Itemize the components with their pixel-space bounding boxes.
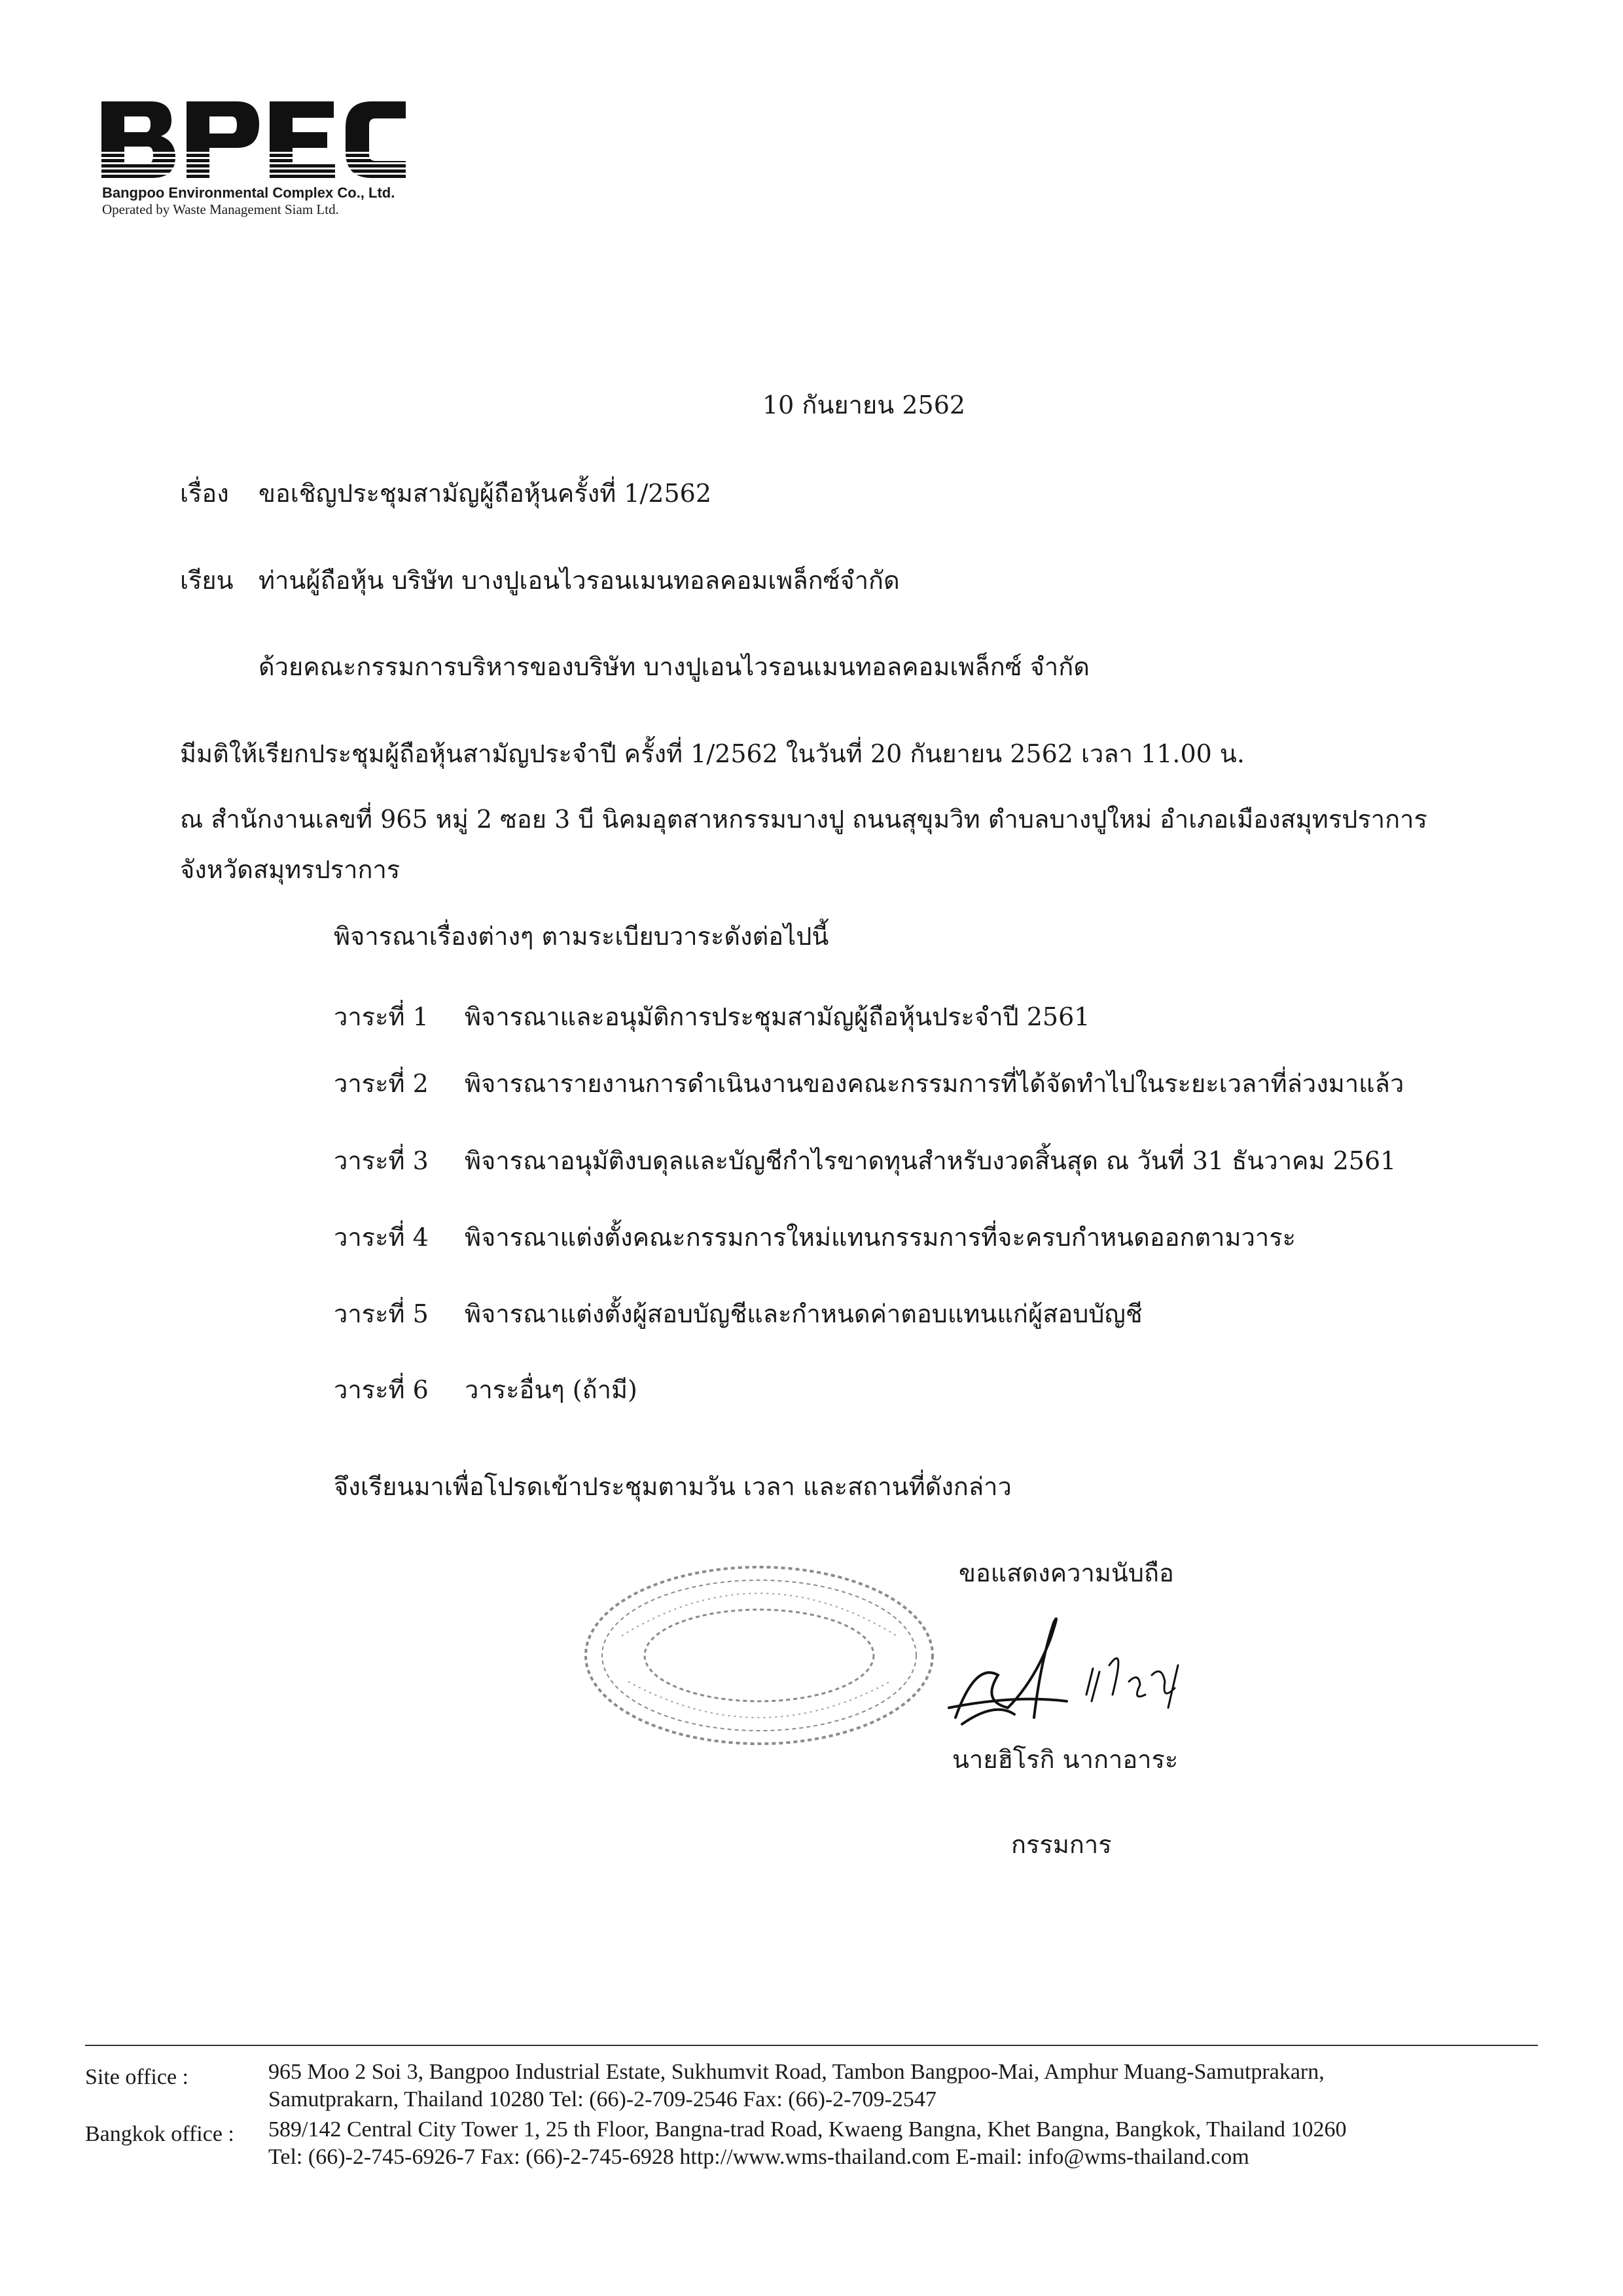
bangkok-office-label: Bangkok office :: [85, 2122, 234, 2146]
to-label: เรียน: [180, 566, 234, 595]
agenda-text: พิจารณารายงานการดำเนินงานของคณะกรรมการที่ได้จัดทำไปในระยะเวลาที่ล่วงมาแล้ว: [465, 1069, 1404, 1098]
agenda-text: พิจารณาแต่งตั้งผู้สอบบัญชีและกำหนดค่าตอบแทนแก่ผู้สอบบัญชี: [465, 1299, 1143, 1328]
agenda-text: พิจารณาและอนุมัติการประชุมสามัญผู้ถือหุ้นประจำปี 2561: [465, 1002, 1090, 1031]
agenda-number: วาระที่ 2: [334, 1069, 429, 1098]
agenda-item: [334, 1217, 1446, 1250]
paragraph-venue-line1: ณ สำนักงานเลขที่ 965 หมู่ 2 ซอย 3 บี นิคมอุตสาหกรรมบางปู ถนนสุขุมวิท ตำบลบางปูใหม่ อำเภอเมืองสมุทรปราการ: [180, 805, 1427, 834]
agenda-item: [334, 1369, 1446, 1402]
bangkok-office-line2: Tel: (66)-2-745-6926-7 Fax: (66)-2-745-6928 http://www.wms-thailand.com E-mail: info@wms-thailand.com: [268, 2145, 1249, 2169]
site-office-line2: Samutprakarn, Thailand 10280 Tel: (66)-2-709-2546 Fax: (66)-2-709-2547: [268, 2087, 936, 2111]
footer-divider: [85, 2045, 1538, 2046]
paragraph-venue-line2: จังหวัดสมุทรปราการ: [180, 855, 401, 884]
subject-label: เรื่อง: [180, 479, 229, 508]
agenda-number: วาระที่ 6: [334, 1375, 429, 1404]
agenda-number: วาระที่ 5: [334, 1299, 429, 1328]
company-logo: [98, 98, 425, 216]
agenda-item: [334, 1294, 1446, 1326]
signer-name: นายฮิโรกิ นากาอาระ: [952, 1745, 1179, 1774]
handwritten-signature: [936, 1603, 1211, 1747]
agenda-item: [334, 1063, 1446, 1096]
agenda-text: วาระอื่นๆ (ถ้ามี): [465, 1375, 637, 1404]
agenda-number: วาระที่ 4: [334, 1223, 429, 1252]
paragraph-resolution: มีมติให้เรียกประชุมผู้ถือหุ้นสามัญประจำปี ครั้งที่ 1/2562 ในวันที่ 20 กันยายน 2562 เวลา 11.00 น.: [180, 739, 1245, 768]
company-seal: [576, 1557, 942, 1754]
operated-by: Operated by Waste Management Siam Ltd.: [102, 202, 339, 217]
bangkok-office-line1: 589/142 Central City Tower 1, 25 th Floor, Bangna-trad Road, Kwaeng Bangna, Khet Bangna, Bangkok, Thailand 10260: [268, 2117, 1347, 2142]
site-office-label: Site office :: [85, 2065, 188, 2089]
regards: ขอแสดงความนับถือ: [959, 1559, 1174, 1587]
closing-sentence: จึงเรียนมาเพื่อโปรดเข้าประชุมตามวัน เวลา และสถานที่ดังกล่าว: [334, 1472, 1012, 1501]
agenda-intro: พิจารณาเรื่องต่างๆ ตามระเบียบวาระดังต่อไปนี้: [334, 922, 829, 951]
company-name: Bangpoo Environmental Complex Co., Ltd.: [102, 185, 395, 201]
site-office-line1: 965 Moo 2 Soi 3, Bangpoo Industrial Estate, Sukhumvit Road, Tambon Bangpoo-Mai, Amphur Muang-Samutprakarn,: [268, 2060, 1325, 2084]
agenda-item: [334, 1140, 1446, 1173]
agenda-text: พิจารณาอนุมัติงบดุลและบัญชีกำไรขาดทุนสำหรับงวดสิ้นสุด ณ วันที่ 31 ธันวาคม 2561: [465, 1146, 1397, 1175]
agenda-text: พิจารณาแต่งตั้งคณะกรรมการใหม่แทนกรรมการที่จะครบกำหนดออกตามวาระ: [465, 1223, 1296, 1252]
paragraph-committee: ด้วยคณะกรรมการบริหารของบริษัท บางปูเอนไวรอนเมนทอลคอมเพล็กซ์ จำกัด: [259, 652, 1090, 681]
signer-title: กรรมการ: [1011, 1830, 1112, 1859]
subject-text: ขอเชิญประชุมสามัญผู้ถือหุ้นครั้งที่ 1/2562: [259, 479, 712, 508]
agenda-number: วาระที่ 3: [334, 1146, 429, 1175]
to-text: ท่านผู้ถือหุ้น บริษัท บางปูเอนไวรอนเมนทอลคอมเพล็กซ์จำกัด: [259, 566, 900, 595]
agenda-number: วาระที่ 1: [334, 1002, 429, 1031]
agenda-item: [334, 997, 1446, 1029]
letter-date: 10 กันยายน 2562: [762, 391, 966, 419]
bpec-logo-mark: [98, 98, 412, 183]
